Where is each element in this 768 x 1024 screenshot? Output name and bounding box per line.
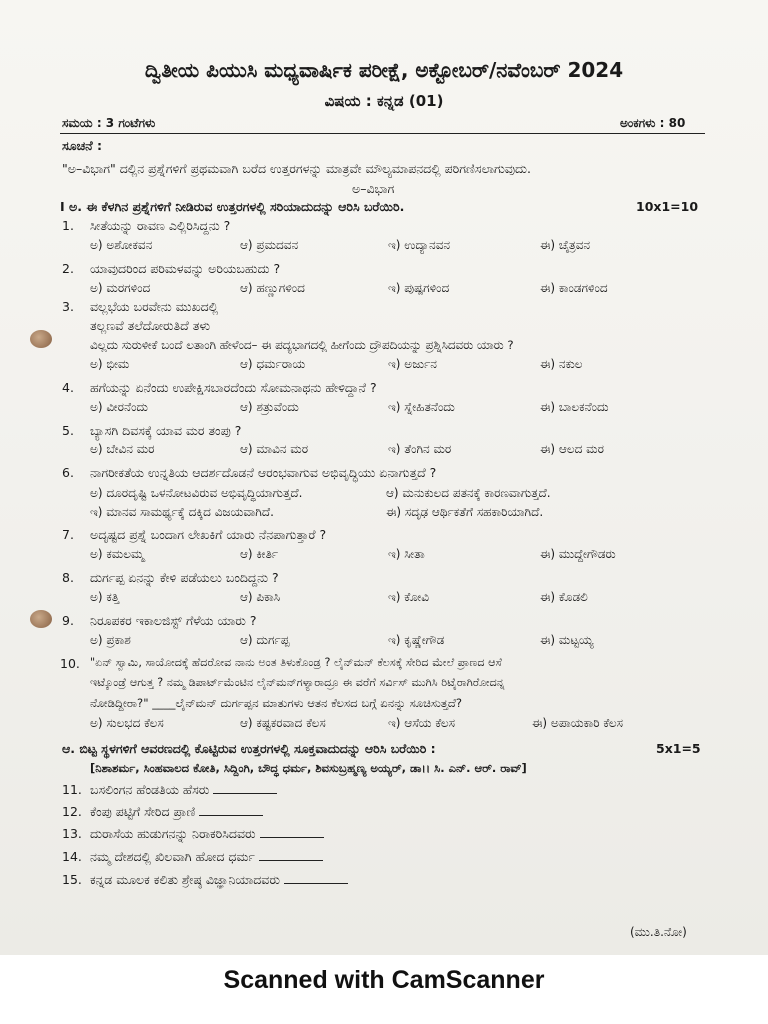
fill-blank-text: ದುರಾಸೆಯ ಹುಡುಗನನ್ನು ನಿರಾಕರಿಸಿದವರು <box>90 826 256 841</box>
question-text: ಸೀತೆಯನ್ನು ರಾವಣ ಎಲ್ಲಿರಿಸಿದ್ದನು ? <box>90 218 231 233</box>
question-number: 3. <box>62 299 74 314</box>
question-number: 8. <box>62 570 74 585</box>
option-c: ಇ) ಕೃಷ್ಣೇಗೌಡ <box>388 633 445 647</box>
option-a: ಅ) ಬೇವಿನ ಮರ <box>90 442 155 456</box>
question-verse-line: ತಲ್ಲಣವೆ ತಲೆದೋರುತಿದೆ ತಳು <box>90 318 211 333</box>
option-b: ಆ) ಮನುಕುಲದ ಪತನಕ್ಕೆ ಕಾರಣವಾಗುತ್ತದೆ. <box>386 486 551 500</box>
question-text: ಹಗೆಯನ್ನು ಏನೆಂದು ಉಪೇಕ್ಷಿಸಬಾರದೆಂದು ಸೋಮನಾಥನು ಹೇಳಿದ್ದಾನೆ ? <box>90 380 377 395</box>
header-divider <box>60 133 705 134</box>
option-d: ಈ) ನಕುಲ <box>540 357 583 371</box>
option-c: ಇ) ತೆಂಗಿನ ಮರ <box>388 442 452 456</box>
option-a: ಅ) ದೂರದೃಷ್ಟಿ ಒಳನೋಟವಿರುವ ಅಭಿವೃದ್ಧಿಯಾಗುತ್ತದೆ. <box>90 486 303 500</box>
option-c: ಇ) ಪುಷ್ಪಗಳಿಂದ <box>388 281 450 295</box>
question-number: 10. <box>60 656 80 671</box>
question-number: 6. <box>62 465 74 480</box>
option-d: ಈ) ಮಟ್ಟಯ್ಯ <box>540 633 594 647</box>
question-number: 11. <box>62 782 82 797</box>
question-text: ಯಾವುದರಿಂದ ಪರಿಮಳವನ್ನು ಅರಿಯಬಹುದು ? <box>90 261 281 276</box>
question-number: 9. <box>62 613 74 628</box>
question-text: ನಾಗರೀಕತೆಯ ಉನ್ನತಿಯ ಆದರ್ಶದೊಡನೆ ಆರಂಭವಾಗುವ ಅಭಿವೃದ್ಧಿಯು ಏನಾಗುತ್ತದೆ ? <box>90 465 437 480</box>
option-b: ಆ) ದುರ್ಗಪ್ಪ <box>240 633 290 647</box>
question-number: 12. <box>62 804 82 819</box>
option-c: ಇ) ಉದ್ಯಾನವನ <box>388 238 451 252</box>
question-text: ಅದೃಷ್ಟದ ಪ್ರಶ್ನೆ ಬಂದಾಗ ಲೇಖಕಿಗೆ ಯಾರು ನೆನಪಾಗುತ್ತಾರೆ ? <box>90 527 327 542</box>
option-b: ಆ) ಪ್ರಮದವನ <box>240 238 299 252</box>
part-a-heading: I ಅ. ಈ ಕೆಳಗಿನ ಪ್ರಶ್ನೆಗಳಿಗೆ ನೀಡಿರುವ ಉತ್ತರಗಳಲ್ಲಿ ಸರಿಯಾದುದನ್ನು ಆರಿಸಿ ಬರೆಯಿರಿ. <box>60 199 405 214</box>
question-number: 4. <box>62 380 74 395</box>
option-c: ಇ) ಮಾನವ ಸಾಮರ್ಥ್ಯಕ್ಕೆ ದಕ್ಕಿದ ವಿಜಯವಾಗಿದೆ. <box>90 505 274 519</box>
question-text: "ಏನ್ ಸ್ವಾಮಿ, ಸಾಯೋದಕ್ಕೆ ಹೆದರೋವ ನಾನು ಅಂತ ತಿಳುಕೊಂಡ್ರ ? ಲೈನ್‌ಮನ್ ಕೆಲಸಕ್ಕೆ ಸೇರಿದ ಮೇಲೆ ಪ್ರಾಣದ ಆಸೆ <box>90 656 502 669</box>
option-c: ಇ) ಆಸೆಯ ಕೆಲಸ <box>388 716 455 730</box>
fill-blank-question <box>90 804 263 820</box>
please-turn-over: (ಮು.ತಿ.ನೋ) <box>630 925 687 939</box>
option-a: ಅ) ಸುಲಭದ ಕೆಲಸ <box>90 716 164 730</box>
option-a: ಅ) ಕತ್ತಿ <box>90 590 120 604</box>
question-text: ನಿರೂಪಕರ ಇಕಾಲಜಿಸ್ಟ್ ಗೆಳೆಯ ಯಾರು ? <box>90 613 257 628</box>
punch-hole-bottom <box>30 610 52 628</box>
option-a: ಅ) ಪ್ರಕಾಶ <box>90 633 131 647</box>
option-c: ಇ) ಅರ್ಜುನ <box>388 357 437 371</box>
fill-blank-question <box>90 826 324 842</box>
option-a: ಅ) ಮರಗಳಿಂದ <box>90 281 151 295</box>
camscanner-watermark: Scanned with CamScanner <box>223 966 545 994</box>
option-d: ಈ) ಮುದ್ದೇಗೌಡರು <box>540 547 616 561</box>
option-d: ಈ) ಚೈತ್ರವನ <box>540 238 591 252</box>
section-label: ಅ–ವಿಭಾಗ <box>352 181 395 196</box>
option-a: ಅ) ಕಮಲಮ್ಮ <box>90 547 145 561</box>
fill-blank-question <box>90 849 323 865</box>
option-d: ಈ) ಕಾಂಡಗಳಿಂದ <box>540 281 608 295</box>
option-a: ಅ) ಭೀಮ <box>90 357 130 371</box>
fill-blank-text: ಬಸಲಿಂಗನ ಹೆಂಡತಿಯ ಹೆಸರು <box>90 782 210 797</box>
option-c: ಇ) ಸ್ನೇಹಿತನೆಂದು <box>388 400 455 414</box>
option-d: ಈ) ಕೊಡಲಿ <box>540 590 588 604</box>
question-text: ನೋಡಿದ್ದೀರಾ?" ____ಲೈನ್‌ಮನ್ ದುರ್ಗಪ್ಪನ ಮಾತುಗಳು ಆತನ ಕೆಲಸದ ಬಗ್ಗೆ ಏನನ್ನು ಸೂಚಿಸುತ್ತದೆ? <box>90 696 463 710</box>
part-a-marks: 10x1=10 <box>636 199 699 214</box>
instructions-text: "ಅ–ವಿಭಾಗ" ದಲ್ಲಿನ ಪ್ರಶ್ನೆಗಳಿಗೆ ಪ್ರಥಮವಾಗಿ ಬರೆದ ಉತ್ತರಗಳನ್ನು ಮಾತ್ರವೇ ಮೌಲ್ಯಮಾಪನದಲ್ಲಿ ಪರಿಗಣಿಸಲಾಗುವುದು. <box>62 161 531 176</box>
fill-blank-text: ನಮ್ಮ ದೇಶದಲ್ಲಿ ಖಿಲವಾಗಿ ಹೋದ ಧರ್ಮ <box>90 849 255 864</box>
option-b: ಆ) ಪಿಕಾಸಿ <box>240 590 281 604</box>
exam-subject: ವಿಷಯ : ಕನ್ನಡ (01) <box>324 92 444 110</box>
question-text: ದುರ್ಗಪ್ಪ ಏನನ್ನು ಕೇಳಿ ಪಡೆಯಲು ಬಂದಿದ್ದನು ? <box>90 570 279 585</box>
option-c: ಇ) ಸೀತಾ <box>388 547 425 561</box>
exam-marks: ಅಂಕಗಳು : 80 <box>620 116 686 130</box>
answer-blank <box>260 827 324 838</box>
question-text: ಇಟ್ಕೊಂಡ್ರೆ ಆಗುತ್ತ ? ನಮ್ಮ ಡಿಪಾರ್ಟ್‌ಮೆಂಟಿನ ಲೈನ್‌ಮನ್‌ಗಳ್ಯಾರಾದ್ರೂ ಈ ವರೆಗೆ ಸರ್ವಿಸ್ ಮುಗಿಸಿ ರಿಟೈರಾಗಿರೋದನ್ನ <box>90 676 505 689</box>
question-number: 15. <box>62 872 82 887</box>
fill-blank-text: ಕನ್ನಡ ಮೂಲಕ ಕಲಿತು ಶ್ರೇಷ್ಠ ವಿಜ್ಞಾನಿಯಾದವರು <box>90 872 280 887</box>
question-number: 2. <box>62 261 74 276</box>
question-number: 1. <box>62 218 74 233</box>
exam-time: ಸಮಯ : 3 ಗಂಟೆಗಳು <box>62 116 156 130</box>
option-d: ಈ) ಸದೃಢ ಆರ್ಥಿಕತೆಗೆ ಸಹಕಾರಿಯಾಗಿದೆ. <box>386 505 544 519</box>
part-b-heading: ಆ. ಬಿಟ್ಟ ಸ್ಥಳಗಳಿಗೆ ಆವರಣದಲ್ಲಿ ಕೊಟ್ಟಿರುವ ಉತ್ತರಗಳಲ್ಲಿ ಸೂಕ್ತವಾದುದನ್ನು ಆರಿಸಿ ಬರೆಯಿರಿ : <box>62 741 436 756</box>
option-d: ಈ) ಆಲದ ಮರ <box>540 442 604 456</box>
option-d: ಈ) ಅಪಾಯಕಾರಿ ಕೆಲಸ <box>532 716 624 730</box>
answer-blank <box>259 850 323 861</box>
fill-blank-question <box>90 872 348 888</box>
question-verse-line: ವಲ್ಲಭೆಯ ಬರವೇನು ಮುಖದಲ್ಲಿ <box>90 299 219 314</box>
part-b-options: [ನಿಶಾಶರ್ಮ, ಸಿಂಹವಾಲದ ಕೋತಿ, ಸಿದ್ದಿಂಗಿ, ಬೌದ್ಧ ಧರ್ಮ, ಶಿವಸುಬ್ರಹ್ಮಣ್ಯ ಅಯ್ಯರ್, ಡಾ।। ಸಿ. ಎನ್. ಆರ್. ರಾವ್] <box>90 761 527 775</box>
question-number: 13. <box>62 826 82 841</box>
question-text: ಬ್ಯಾಸಗಿ ದಿವಸಕ್ಕೆ ಯಾವ ಮರ ತಂಪು ? <box>90 423 242 438</box>
fill-blank-question <box>90 782 277 798</box>
instructions-label: ಸೂಚನೆ : <box>62 138 102 153</box>
option-a: ಅ) ಅಶೋಕವನ <box>90 238 153 252</box>
option-b: ಆ) ಕಷ್ಟಕರವಾದ ಕೆಲಸ <box>240 716 326 730</box>
option-c: ಇ) ಕೋವಿ <box>388 590 430 604</box>
question-text: ವಿಲ್ಲದು ಸುರುಳೀಕೆ ಬಂದೆ ಲತಾಂಗಿ ಹೇಳೆಂದ– ಈ ಪದ್ಯಭಾಗದಲ್ಲಿ ಹೀಗೆಂದು ದ್ರೌಪದಿಯನ್ನು ಪ್ರಶ್ನಿಸಿದವರು ಯಾರು ? <box>90 338 514 352</box>
answer-blank <box>284 873 348 884</box>
option-b: ಆ) ಮಾವಿನ ಮರ <box>240 442 309 456</box>
answer-blank <box>213 783 277 794</box>
punch-hole-top <box>30 330 52 348</box>
option-d: ಈ) ಬಾಲಕನೆಂದು <box>540 400 609 414</box>
question-number: 14. <box>62 849 82 864</box>
fill-blank-text: ಕೆಂಪು ಪಟ್ಟಿಗೆ ಸೇರಿದ ಪ್ರಾಣಿ <box>90 804 196 819</box>
exam-title: ದ್ವಿತೀಯ ಪಿಯುಸಿ ಮಧ್ಯವಾರ್ಷಿಕ ಪರೀಕ್ಷೆ, ಅಕ್ಟೋಬರ್/ನವೆಂಬರ್ 2024 <box>144 58 624 82</box>
question-number: 5. <box>62 423 74 438</box>
option-b: ಆ) ಧರ್ಮರಾಯ <box>240 357 306 371</box>
option-a: ಅ) ವೀರನೆಂದು <box>90 400 148 414</box>
answer-blank <box>199 805 263 816</box>
part-b-marks: 5x1=5 <box>656 741 701 756</box>
question-number: 7. <box>62 527 74 542</box>
option-b: ಆ) ಕೀರ್ತಿ <box>240 547 279 561</box>
option-b: ಆ) ಶತ್ರುವೆಂದು <box>240 400 299 414</box>
option-b: ಆ) ಹಣ್ಣುಗಳಿಂದ <box>240 281 305 295</box>
